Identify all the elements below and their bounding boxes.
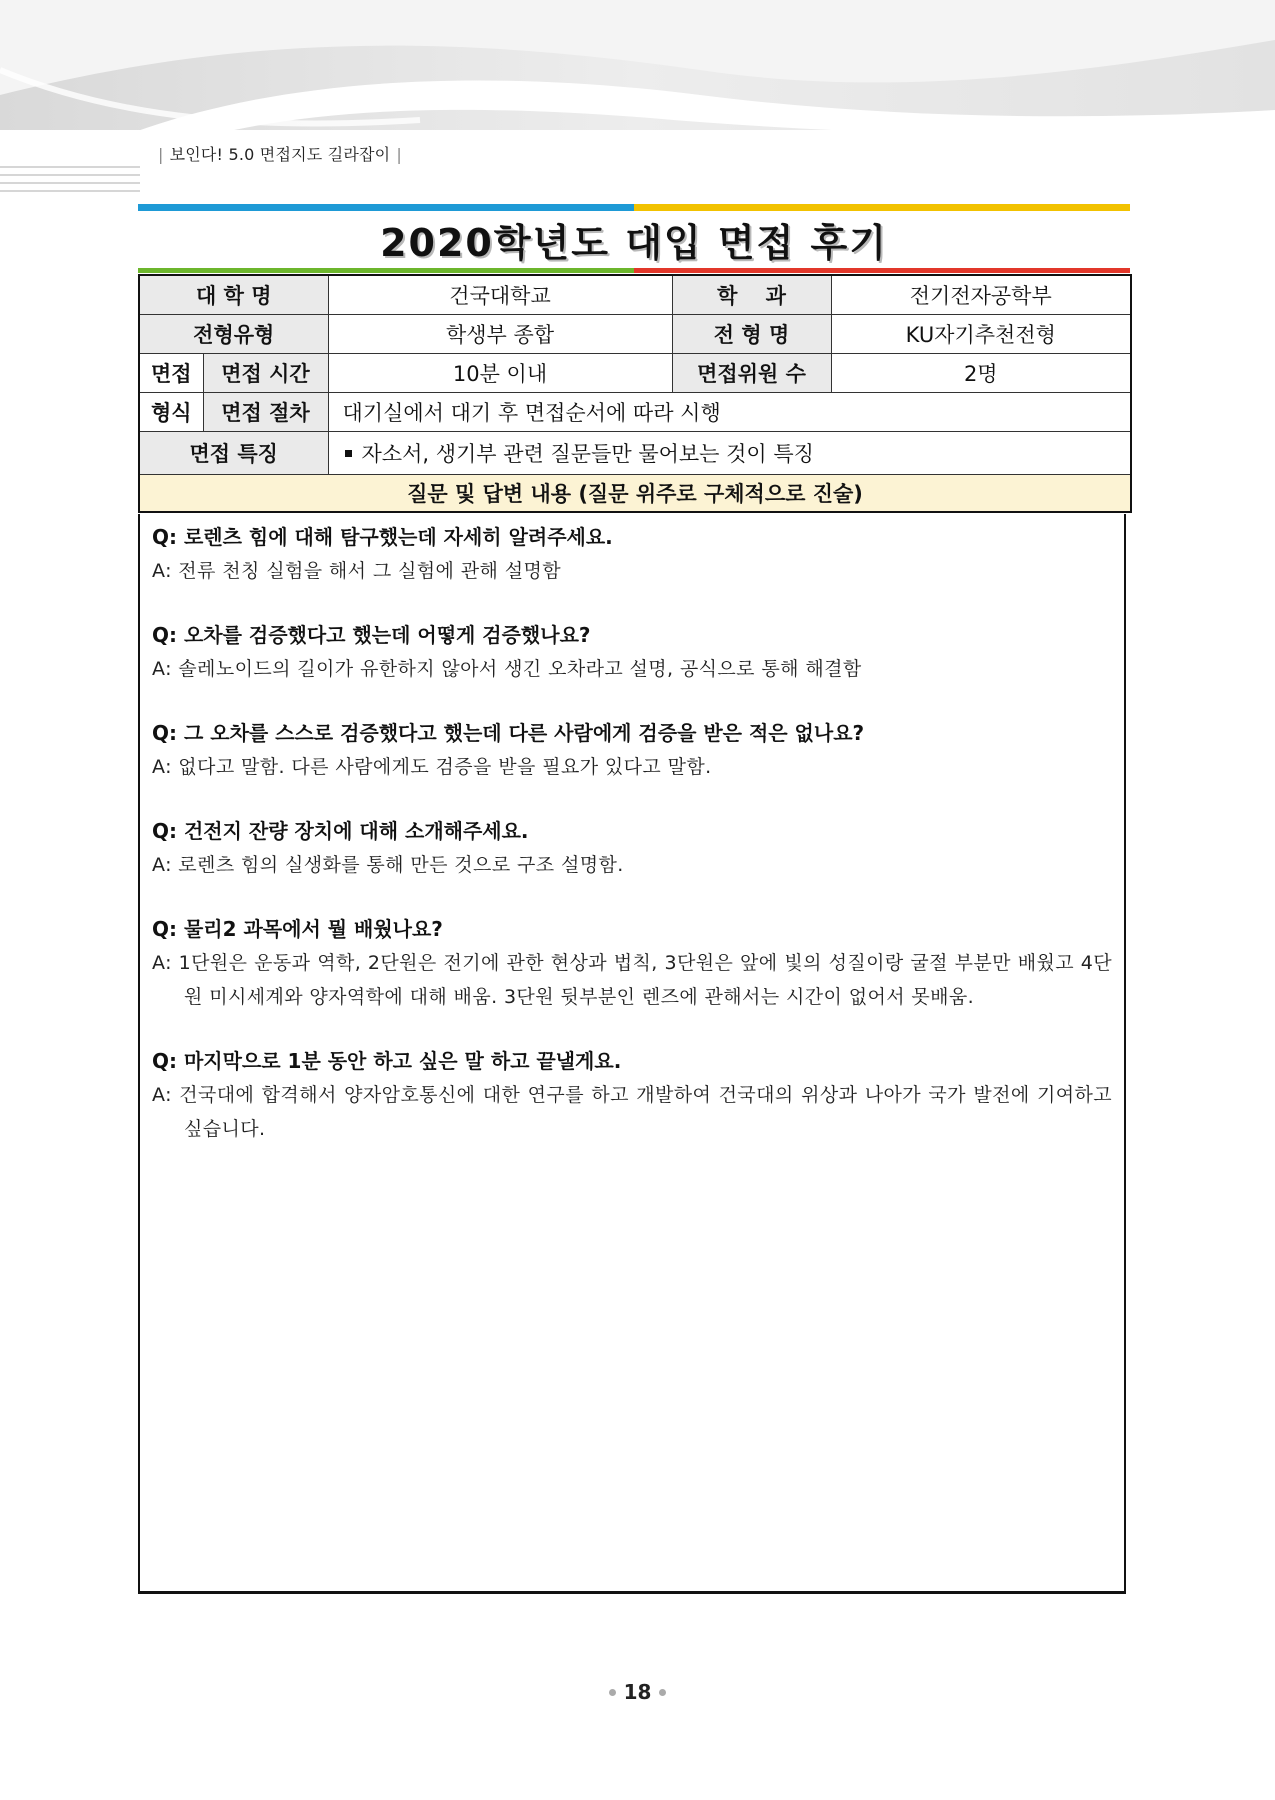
feature-label: 면접 특징 [139,432,328,475]
info-row-university [139,275,1131,315]
answer-text: A: 건국대에 합격해서 양자암호통신에 대한 연구를 하고 개발하여 건국대의 위상과 나아가 국가 발전에 기여하고 싶습니다. [152,1084,1112,1140]
time-label: 면접 시간 [203,354,328,393]
page-title: 2020학년도 대입 면접 후기 [380,221,888,265]
answer-text: A: 전류 천칭 실험을 해서 그 실험에 관해 설명함 [152,560,561,582]
answer-text: A: 솔레노이드의 길이가 유한하지 않아서 생긴 오차라고 설명, 공식으로 통해 해결함 [152,658,862,680]
university-label: 대 학 명 [139,275,328,315]
qa-header-row [139,475,1131,513]
running-header-title: 보인다! 5.0 면접지도 길라잡이 [169,145,391,164]
qa-section-header: 질문 및 답변 내용 (질문 위주로 구체적으로 진술) [139,475,1131,513]
info-row-admission [139,315,1131,354]
panel-label: 면접위원 수 [672,354,831,393]
admission-type-value: 학생부 종합 [328,315,672,354]
question-text: Q: 오차를 검증했다고 했는데 어떻게 검증했나요? [152,623,591,647]
info-row-feature [139,432,1131,475]
qa-item [152,520,1112,588]
admission-name-value: KU자기추천전형 [831,315,1131,354]
qa-item [152,1044,1112,1146]
title-bottom-rule [138,268,1130,273]
question-text: Q: 건전지 잔량 장치에 대해 소개해주세요. [152,819,529,843]
question-text: Q: 물리2 과목에서 뭘 배웠나요? [152,917,443,941]
time-value: 10분 이내 [328,354,672,393]
answer-text: A: 없다고 말함. 다른 사람에게도 검증을 받을 필요가 있다고 말함. [152,756,712,778]
running-header: | 보인다! 5.0 면접지도 길라잡이 | [158,145,402,164]
header-swoosh-graphic [0,0,1275,165]
procedure-value: 대기실에서 대기 후 면접순서에 따라 시행 [328,393,1131,432]
dot-icon [659,1689,666,1696]
title-top-rule [138,204,1130,211]
dot-icon [609,1689,616,1696]
admission-name-label: 전 형 명 [672,315,831,354]
department-label: 학 과 [672,275,831,315]
interview-info-table [138,274,1132,513]
page-number [0,1680,1275,1704]
qa-content-box [138,514,1126,1594]
department-value: 전기전자공학부 [831,275,1131,315]
question-text: Q: 마지막으로 1분 동안 하고 싶은 말 하고 끝낼게요. [152,1049,622,1073]
university-value: 건국대학교 [328,275,672,315]
qa-item [152,618,1112,686]
bullet-square-icon [345,450,352,457]
answer-text: A: 1단원은 운동과 역학, 2단원은 전기에 관한 현상과 법칙, 3단원은 앞에 빛의 성질이랑 굴절 부분만 배웠고 4단원 미시세계와 양자역학에 대해 배움. 3단원 뒷부분인 렌즈에 관해서는 시간이 없어서 못배움. [152,952,1112,1008]
page-number-text: 18 [623,1680,652,1704]
panel-value: 2명 [831,354,1131,393]
answer-text: A: 로렌츠 힘의 실생화를 통해 만든 것으로 구조 설명함. [152,854,624,876]
question-text: Q: 로렌츠 힘에 대해 탐구했는데 자세히 알려주세요. [152,525,613,549]
info-row-time [139,354,1131,393]
decorative-lines [0,166,140,202]
feature-value [328,432,1131,475]
qa-item [152,814,1112,882]
feature-text: 자소서, 생기부 관련 질문들만 물어보는 것이 특징 [361,442,814,466]
info-row-procedure [139,393,1131,432]
procedure-label: 면접 절차 [203,393,328,432]
qa-item [152,716,1112,784]
format-label-bottom: 형식 [139,393,203,432]
admission-type-label: 전형유형 [139,315,328,354]
question-text: Q: 그 오차를 스스로 검증했다고 했는데 다른 사람에게 검증을 받은 적은 없나요? [152,721,865,745]
format-label-top: 면접 [139,354,203,393]
qa-item [152,912,1112,1014]
